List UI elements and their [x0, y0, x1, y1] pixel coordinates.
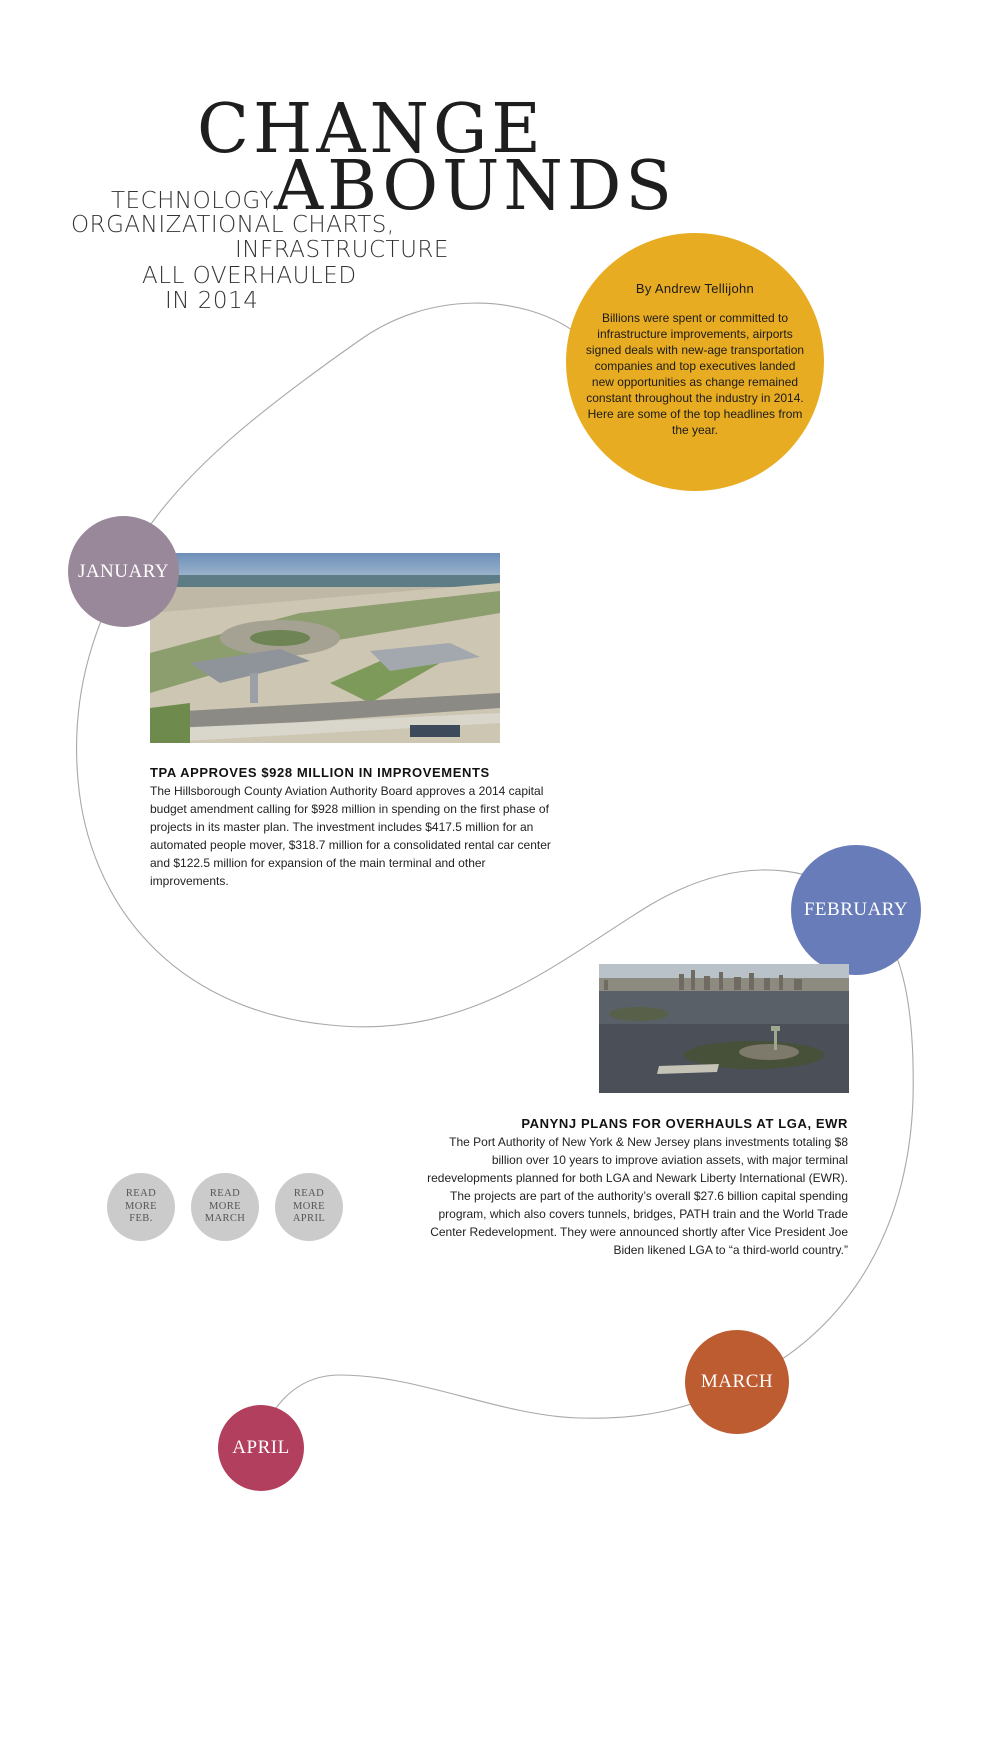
panynj-body: The Port Authority of New York & New Jersey plans investments totaling $8 billion over 10 years to improve aviation assets, with major terminal redevelopments planned for both LGA and Newark Liberty International (EWR). The projects are part of the authority’s overall $27.6 billion capital spending program, which also covers tunnels, bridges, PATH train and the World Trade Center Redevelopment. They were announced shortly after Vice President Joe Biden likened LGA to “a third-world country.” [427, 1135, 848, 1257]
read-more-feb-button[interactable] [107, 1173, 175, 1241]
read-more-april-button[interactable] [275, 1173, 343, 1241]
read-more-feb-line-1: READ [125, 1188, 157, 1200]
subtitle-line-3: INFRASTRUCTURE [235, 237, 449, 263]
month-march-label: MARCH [700, 1371, 774, 1392]
month-february [791, 845, 921, 975]
tpa-headline: TPA APPROVES $928 MILLION IN IMPROVEMENTS [150, 765, 490, 780]
read-more-label [116, 1188, 166, 1226]
tpa-airport-photo [150, 553, 500, 743]
read-more-label [284, 1188, 334, 1226]
subtitle-line-2: ORGANIZATIONAL CHARTS, [71, 212, 395, 238]
read-more-april-line-1: READ [293, 1188, 325, 1200]
byline: By Andrew Tellijohn [635, 281, 755, 296]
tpa-body: The Hillsborough County Aviation Authority Board approves a 2014 capital budget amendment calling for $928 million in spending on the first phase of projects in its master plan. The investment includes $417.5 million for an automated people mover, $318.7 million for a consolidated rental car center and $122.5 million for expansion of the main terminal and other improvements. [150, 784, 551, 888]
intro-blurb: Billions were spent or committed to infrastructure improvements, airports signed deals with new-age transportation companies and top executives landed new opportunities as change remained constant throughout the industry in 2014. Here are some of the top headlines from the year. [585, 311, 805, 437]
panynj-headline: PANYNJ PLANS FOR OVERHAULS AT LGA, EWR [521, 1116, 848, 1131]
read-more-march-line-2: MORE [209, 1200, 241, 1212]
read-more-march-line-3: MARCH [204, 1213, 246, 1225]
subtitle-line-4: ALL OVERHAULED [142, 263, 357, 289]
month-february-label: FEBRUARY [803, 899, 909, 920]
read-more-april-line-3: APRIL [292, 1213, 326, 1225]
intro-circle [566, 233, 824, 491]
read-more-march-button[interactable] [191, 1173, 259, 1241]
month-january [68, 516, 179, 627]
read-more-feb-line-3: FEB. [129, 1213, 153, 1225]
title-abounds: ABOUNDS [274, 147, 676, 226]
read-more-april-line-2: MORE [293, 1200, 325, 1212]
subtitle-line-1: TECHNOLOGY, [111, 188, 282, 214]
month-april [218, 1405, 304, 1491]
read-more-march-line-1: READ [209, 1188, 241, 1200]
read-more-feb-line-2: MORE [125, 1200, 157, 1212]
title-change: CHANGE [197, 90, 545, 169]
month-april-label: APRIL [232, 1437, 290, 1458]
read-more-label [200, 1188, 250, 1226]
statue-of-liberty-photo [599, 964, 849, 1093]
month-january-label: JANUARY [77, 560, 170, 582]
subtitle-line-5: IN 2014 [165, 288, 259, 314]
month-march [685, 1330, 789, 1434]
